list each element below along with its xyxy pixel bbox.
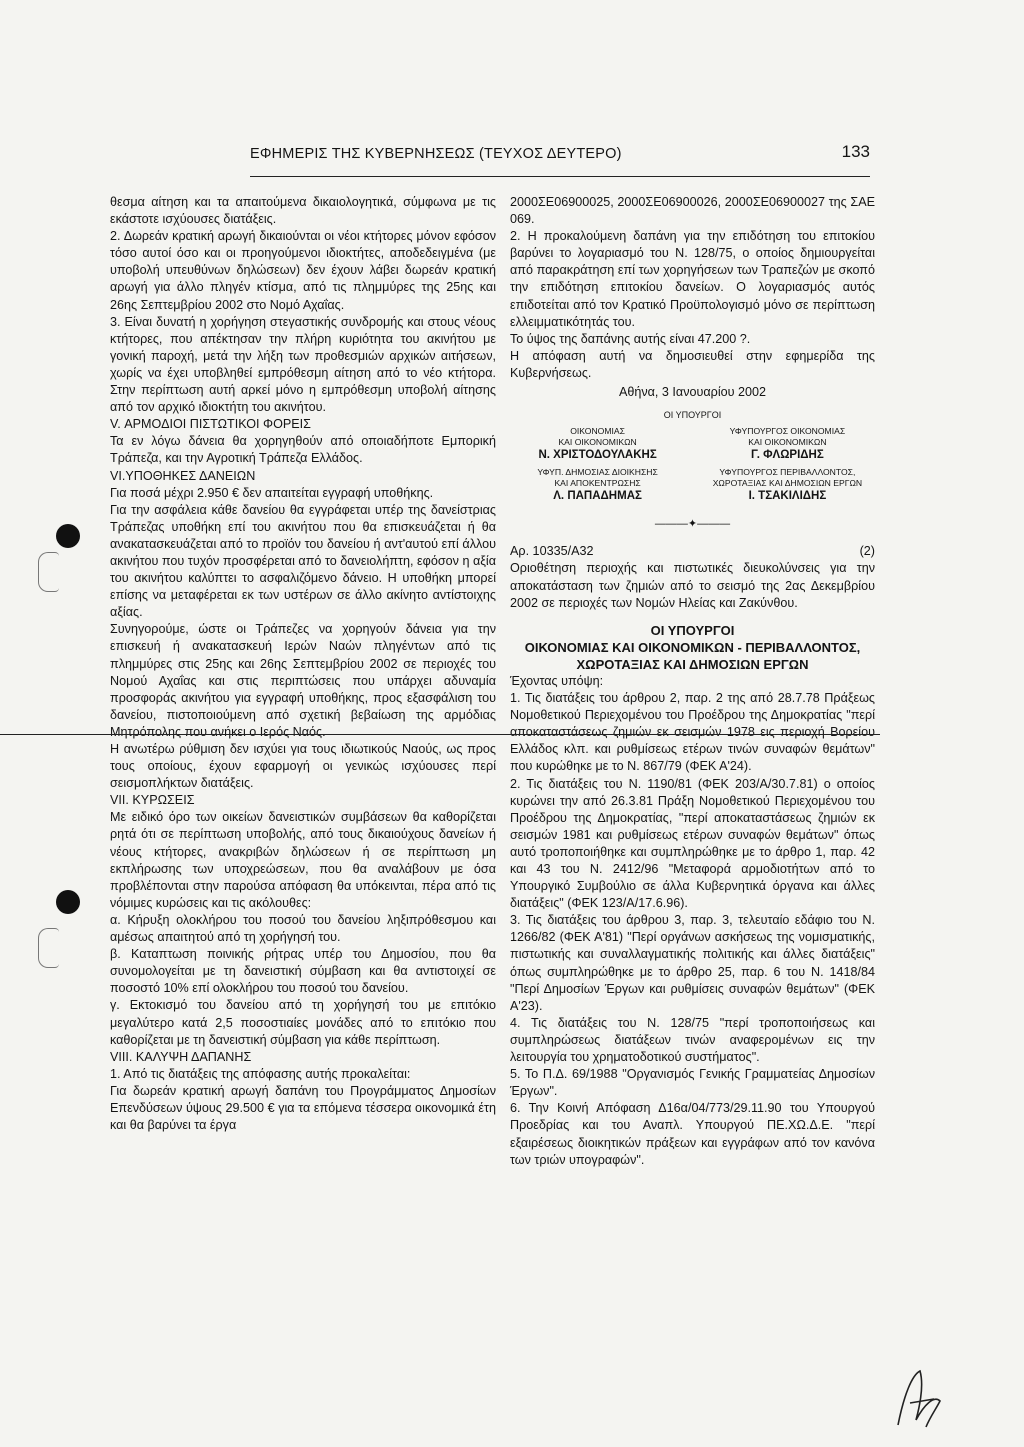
signature-name: Ν. ΧΡΙΣΤΟΔΟΥΛΑΚΗΣ bbox=[538, 449, 657, 462]
signature-right bbox=[700, 426, 875, 508]
signature-name: Λ. ΠΑΠΑΔΗΜΑΣ bbox=[553, 490, 642, 503]
paragraph: 2000ΣΕ06900025, 2000ΣΕ06900026, 2000ΣΕ06900027 της ΣΑΕ 069. bbox=[510, 195, 875, 227]
paragraph: β. Καταπτωση ποινικής ρήτρας υπέρ του Δημοσίου, που θα συνομολογείται με τη δανειστική σύμβαση και θα αντιστοιχεί σε ποσοστό 10% επί ολοκλήρου του ποσού του δανείου. bbox=[110, 947, 496, 996]
ministers-subtitle: ΟΙΚΟΝΟΜΙΑΣ ΚΑΙ ΟΙΚΟΝΟΜΙΚΩΝ - ΠΕΡΙΒΑΛΛΟΝΤΟΣ, ΧΩΡΟΤΑΞΙΑΣ ΚΑΙ ΔΗΜΟΣΙΩΝ ΕΡΓΩΝ bbox=[524, 639, 861, 672]
signature-name: Γ. ΦΛΩΡΙΔΗΣ bbox=[751, 449, 824, 462]
page-number: 133 bbox=[841, 142, 870, 161]
signature-role: ΟΙΚΟΝΟΜΙΑΣ bbox=[570, 426, 625, 437]
paragraph: γ. Εκτοκισμό του δανείου από τη χορήγησή του με επιτόκιο μεγαλύτερο κατά 2,5 ποσοστιαίες μονάδες από το επιτόκιο που καθορίζεται με τη δανειστική σύμβαση για κάθε περίπτωση. bbox=[110, 998, 496, 1047]
paragraph: 2. Τις διατάξεις του Ν. 1190/81 (ΦΕΚ 203/Α/30.7.81) ο οποίος κυρώνει την από 26.3.81 Πράξη Νομοθετικού Περιεχομένου του Προέδρου της Δημοκρατίας, "περί αποκαταστάσεως ζημιών εκ σεισμών 1981 και ρυθμίσεως ετέρων συναφών θεμάτων" όπως αυτό τροποποιήθηκε και συμπληρώθηκε με το άρθρο 1, παρ. 42 και 43 του Ν. 2412/96 "Μεταφορά αρμοδιοτήτων από το Υπουργικό Συμβούλιο σε άλλα Κυβερνητικά όργανα και άλλες διατάξεις" (ΦΕΚ 123/Α/17.6.96). bbox=[510, 776, 875, 911]
header-title: ΕΦΗΜΕΡΙΣ ΤΗΣ ΚΥΒΕΡΝΗΣΕΩΣ (ΤΕΥΧΟΣ ΔΕΥΤΕΡΟ) bbox=[250, 146, 622, 162]
paragraph: Με ειδικό όρο των οικείων δανειστικών συμβάσεων θα καθορίζεται ρητά ότι σε περίπτωση υποβολής, από τους δικαιούχους δανείων ή νέους κτήτορες, ανακριβών δηλώσεων ή σε περίπτωση μη εκπλήρωσης των υποχρεώσεων, που θα αναλάβουν με όσα προβλέπονται στην παρούσα απόφαση θα υπόκεινται, πέρα από τις νόμιμες κυρώσεις και τις ακόλουθες: bbox=[110, 810, 496, 910]
paragraph: θεσμα αίτηση και τα απαιτούμενα δικαιολογητικά, σύμφωνα με τις εκάστοτε ισχύουσες διατάξεις. bbox=[110, 195, 496, 227]
header-rule bbox=[250, 176, 870, 177]
decision-number-row bbox=[510, 543, 875, 560]
signature-role: ΚΑΙ ΟΙΚΟΝΟΜΙΚΩΝ bbox=[558, 437, 637, 448]
section-divider: ———✦——— bbox=[654, 518, 731, 531]
signature-role: ΥΦΥΠΟΥΡΓΟΣ ΟΙΚΟΝΟΜΙΑΣ bbox=[729, 426, 846, 437]
decision-title: Οριοθέτηση περιοχής και πιστωτικές διευκολύνσεις για την αποκατάσταση των ζημιών από το σεισμό της 2ας Δεκεμβρίου 2002 σε περιοχές των Νομών Ηλείας και Ζακύνθου. bbox=[510, 561, 875, 610]
paragraph: 3. Είναι δυνατή η χορήγηση στεγαστικής συνδρομής και στους νέους κτήτορες, που απέκτησαν την πλήρη κυριότητα του ακινήτου με γονική παροχή, μετά την λήξη των προθεσμιών αρχικών αιτήσεων, χωρίς να έχει υποβληθεί εμπρόθεσμη αίτηση από το νέο κτήτορα. Στην περίπτωση αυτή αρκεί μόνο η εμπρόθεσμη υποβολή αίτησης από τον αρχικό ιδιοκτήτη του ακινήτου. bbox=[110, 314, 496, 415]
paragraph: 2. Δωρεάν κρατική αρωγή δικαιούνται οι νέοι κτήτορες μόνον εφόσον τόσο αυτοί όσο και οι προηγούμενοι ιδιοκτήτες, αποδεδειγμένα (με υποβολή υπευθύνων δηλώσεων) δεν έχουν λάβει δωρεάν κρατική αρωγή για άλλο πληγέν κτίσμα, από τις πλημμύρες της 25ης και 26ης Σεπτεμβρίου 2002 στο Νομό Αχαΐας. bbox=[110, 229, 496, 312]
paragraph: 2. Η προκαλούμενη δαπάνη για την επιδότηση του επιτοκίου βαρύνει το λογαριασμό του Ν. 128/75, ο οποίος δημιουργείται από παρακράτηση επί των χορηγήσεων των Τραπεζών με σκοπό την επιδότηση επιτοκίου δανείων. Ο λογαριασμός αυτός επιδοτείται από τον Κρατικό Προϋπολογισμό μόνο σε περίπτωση ελλειμματικότητάς του. bbox=[510, 229, 875, 329]
handwritten-initials bbox=[890, 1365, 950, 1435]
signature-date: Αθήνα, 3 Ιανουαρίου 2002 bbox=[618, 385, 767, 400]
paragraph: 1. Τις διατάξεις του άρθρου 2, παρ. 2 της από 28.7.78 Πράξεως Νομοθετικού Περιεχομένου του Προέδρου της Δημοκρατίας "περί αποκαταστάσεως ζημιών εκ σεισμών 1978 εις περιοχή Βορείου Ελλάδος κλπ. και ρυθμίσεως ετέρων τινών συναφών θεμάτων" που κυρώθηκε με το Ν. 867/79 (ΦΕΚ Α'24). bbox=[510, 691, 875, 774]
paragraph: 5. Το Π.Δ. 69/1988 "Οργανισμός Γενικής Γραμματείας Δημοσίων Έργων". bbox=[510, 1067, 875, 1099]
binder-ring-mark bbox=[38, 552, 59, 592]
paragraph: 4. Τις διατάξεις του Ν. 128/75 "περί τροποποιήσεως και συμπληρώσεως διατάξεων τινών αναφερομένων εις την λειτουργία του χρηματοδοτικού συστήματος". bbox=[510, 1015, 875, 1065]
decision-number: Αρ. 10335/Α32 bbox=[510, 544, 594, 559]
paragraph: Για δωρεάν κρατική αρωγή δαπάνη του Προγράμματος Δημοσίων Επενδύσεων ύψους 29.500 € για τα επόμενα τέσσερα οικονομικά έτη και θα βαρύνει τα έργα bbox=[110, 1083, 496, 1133]
signature-block bbox=[510, 384, 875, 508]
punch-hole bbox=[56, 890, 80, 914]
left-column bbox=[110, 194, 496, 1134]
section-heading: VII. ΚΥΡΩΣΕΙΣ bbox=[110, 793, 195, 808]
paragraph: Έχοντας υπόψη: bbox=[510, 673, 604, 688]
paragraph: Τα εν λόγω δάνεια θα χορηγηθούν από οποιαδήποτε Εμπορική Τράπεζα, και την Αγροτική Τράπεζα Ελλάδος. bbox=[110, 434, 496, 466]
paragraph: Για την ασφάλεια κάθε δανείου θα εγγράφεται υπέρ της δανείστριας Τράπεζας υποθήκη επί του ακινήτου που θα επισκευάζεται ή θα ανακατασκευάζεται από το προϊόν του δανείου ή αντ'αυτού επί άλλου ακινήτου που τυχόν προσφέρεται από το δανειολήπτη, εφόσον η αξία του ακινήτου καλύπτει το ασφαλιζόμενο δάνειο. Η υποθήκη μπορεί επίσης να μεταφέρεται εκ των υστέρων σε άλλο ακίνητο αντίστοιχης αξίας. bbox=[110, 502, 496, 620]
paragraph: 3. Τις διατάξεις του άρθρου 3, παρ. 3, τελευταίο εδάφιο του Ν. 1266/82 (ΦΕΚ Α'81) "Περί οργάνων ασκήσεως της νομισματικής, πιστωτικής και συναλλαγματικής πολιτικής και άλλες διατάξεις" όπως συμπληρώθηκε με το άρθρο 25, παρ. 6 του Ν. 1418/84 "Περί Δημοσίων Έργων και ρυθμίσεις συναφών θεμάτων" (ΦΕΚ Α'23). bbox=[510, 913, 875, 1013]
signature-role: ΥΦΥΠΟΥΡΓΟΣ ΠΕΡΙΒΑΛΛΟΝΤΟΣ, bbox=[719, 467, 856, 478]
paragraph: Για ποσά μέχρι 2.950 € δεν απαιτείται εγγραφή υποθήκης. bbox=[110, 485, 434, 500]
signature-name: Ι. ΤΣΑΚΙΛΙΔΗΣ bbox=[748, 490, 827, 503]
signature-role: ΚΑΙ ΟΙΚΟΝΟΜΙΚΩΝ bbox=[748, 437, 827, 448]
right-column bbox=[510, 194, 875, 1169]
punch-hole bbox=[56, 524, 80, 548]
signature-role: ΚΑΙ ΑΠΟΚΕΝΤΡΩΣΗΣ bbox=[554, 478, 641, 489]
signature-grid bbox=[510, 426, 875, 508]
binder-ring-mark bbox=[38, 928, 59, 968]
signature-left bbox=[510, 426, 685, 508]
ministers-title: ΟΙ ΥΠΟΥΡΓΟΙ bbox=[650, 622, 735, 638]
paragraph: Το ύψος της δαπάνης αυτής είναι 47.200 ?. bbox=[510, 331, 751, 346]
paragraph: Η απόφαση αυτή να δημοσιευθεί στην εφημερίδα της Κυβερνήσεως. bbox=[510, 348, 875, 380]
paragraph: 6. Την Κοινή Απόφαση Δ16α/04/773/29.11.90 του Υπουργού Προεδρίας και του Αναπλ. Υπουργού ΠΕ.ΧΩ.Δ.Ε. "περί εξαιρέσεως διοικητικών πράξεων και εγγράφων από τον κανόνα των τριών υπογραφών". bbox=[510, 1101, 875, 1167]
section-heading: VIII. ΚΑΛΥΨΗ ΔΑΠΑΝΗΣ bbox=[110, 1049, 252, 1064]
signature-role: ΧΩΡΟΤΑΞΙΑΣ ΚΑΙ ΔΗΜΟΣΙΩΝ ΕΡΓΩΝ bbox=[712, 478, 863, 489]
section-heading: V. ΑΡΜΟΔΙΟΙ ΠΙΣΤΩΤΙΚΟΙ ΦΟΡΕΙΣ bbox=[110, 417, 311, 432]
signature-title: ΟΙ ΥΠΟΥΡΓΟΙ bbox=[663, 410, 722, 421]
signature-role: ΥΦΥΠ. ΔΗΜΟΣΙΑΣ ΔΙΟΙΚΗΣΗΣ bbox=[537, 467, 658, 478]
paragraph: Η ανωτέρω ρύθμιση δεν ισχύει για τους ιδιωτικούς Ναούς, ως προς τους οποίους, έχουν εφαρμογή οι γενικώς ισχύουσες περί σεισμοπλήκτων διατάξεις. bbox=[110, 742, 496, 791]
paragraph: Συνηγορούμε, ώστε οι Τράπεζες να χορηγούν δάνεια για την επισκευή ή ανακατασκευή Ιερών Ναών πληγέντων από τις πλημμύρες στις 25ης και 26ης Σεπτεμβρίου 2002 σε περιοχές του Νομού Αχαΐας και στις περιπτώσεις που υπάρχει αδυναμία προσφοράς ακινήτου για εγγραφή υποθήκης, προς εξασφάλιση του δανείου, πιστοποιούμενη από σχετική βεβαίωση της αρμόδιας Μητρόπολης που ανήκει ο Ιερός Ναός. bbox=[110, 622, 496, 739]
paragraph: α. Κήρυξη ολοκλήρου του ποσού του δανείου ληξιπρόθεσμου και αμέσως απαιτητού από τη χορήγησή του. bbox=[110, 912, 496, 945]
page-header bbox=[250, 142, 870, 172]
section-heading: VI.ΥΠΟΘΗΚΕΣ ΔΑΝΕΙΩΝ bbox=[110, 468, 256, 483]
decision-index: (2) bbox=[859, 544, 875, 559]
horizontal-separator bbox=[0, 734, 880, 735]
paragraph: 1. Από τις διατάξεις της απόφασης αυτής προκαλείται: bbox=[110, 1066, 411, 1081]
